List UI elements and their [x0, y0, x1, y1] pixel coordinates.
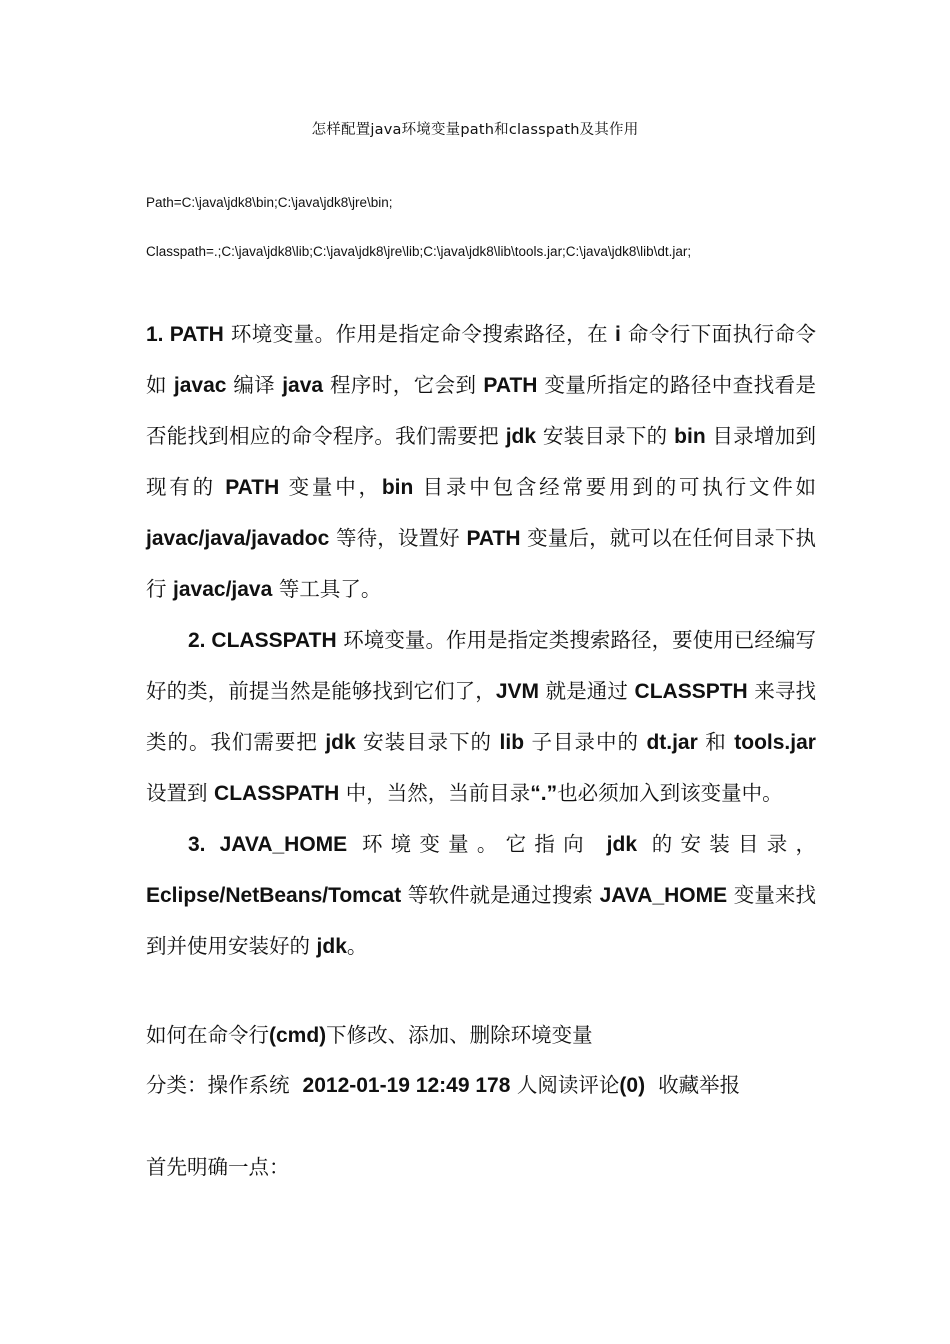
bold-term: bin	[674, 425, 706, 448]
post-date: 2012-01-19 12:49 178	[302, 1074, 511, 1097]
text-run: 收藏举报	[658, 1073, 741, 1097]
bold-term: PATH	[225, 476, 280, 499]
bold-term: Eclipse/NetBeans/Tomcat	[146, 884, 402, 907]
text-run: 目录增加到现有的	[146, 424, 816, 499]
path-config-line: Path=C:\java\jdk8\bin;C:\java\jdk8\jre\bin;	[146, 195, 393, 210]
text-run: 命令行下面执行命令如	[146, 322, 817, 397]
text-run: 变量来找到并使用安装好的	[146, 883, 816, 958]
bold-term: i	[615, 323, 621, 346]
bold-term: 3. JAVA_HOME	[188, 833, 348, 856]
bold-term: 2. CLASSPATH	[188, 629, 337, 652]
bold-term: jdk	[316, 935, 347, 958]
article-meta-line	[146, 1068, 740, 1098]
bold-term: bin	[381, 476, 414, 499]
bold-term: jdk	[505, 425, 537, 448]
text-run: 来寻找类的。我们需要把	[146, 679, 816, 754]
text-run: 等工具了。	[278, 577, 382, 601]
text-run: 安装目录下的	[542, 424, 668, 448]
bold-term: javac	[173, 374, 227, 397]
bold-term: javac/java/javadoc	[146, 527, 330, 550]
text-run: 目录中包含经常要用到的可执行文件如	[422, 475, 816, 499]
text-run: 如何在命令行	[146, 1023, 269, 1047]
text-run: 安装目录下的	[363, 730, 493, 754]
text-run: 也必须加入到该变量中。	[557, 781, 783, 805]
bold-term: jdk	[606, 833, 637, 856]
paragraph-path	[146, 309, 816, 615]
text-run: 等软件就是通过搜索	[407, 883, 593, 907]
bold-term: java	[282, 374, 324, 397]
bold-term: “.”	[530, 782, 558, 805]
text-run: 环境变量。它指向	[361, 832, 592, 856]
category-label: 分类：操作系统	[146, 1073, 290, 1097]
bold-term: 1. PATH	[146, 323, 224, 346]
classpath-config-line: Classpath=.;C:\java\jdk8\lib;C:\java\jdk8\jre\lib;C:\java\jdk8\lib\tools.jar;C:\java\jdk8\lib\dt.jar;	[146, 244, 692, 259]
bold-term: jdk	[325, 731, 356, 754]
bold-term: lib	[499, 731, 525, 754]
bold-term: tools.jar	[734, 731, 816, 754]
bold-term: JAVA_HOME	[599, 884, 728, 907]
text-run: 人阅读评论	[516, 1073, 620, 1097]
text-run: 等待，设置好	[335, 526, 460, 550]
text-run: 环境变量。作用是指定类搜索路径，要使用已经编写好的类，前提当然是能够找到它们了，	[146, 628, 816, 703]
text-run: 中，当然，当前目录	[345, 781, 531, 805]
text-run: 变量中，	[288, 475, 382, 499]
bold-term: (cmd)	[269, 1024, 327, 1047]
paragraph-java-home	[146, 819, 816, 972]
text-run: 编译	[233, 373, 276, 397]
text-run: 设置到	[146, 781, 208, 805]
text-run: 程序时，它会到	[330, 373, 477, 397]
bold-term: javac/java	[173, 578, 273, 601]
text-run: 子目录中的	[531, 730, 639, 754]
text-run: 就是通过	[545, 679, 628, 703]
text-run: 变量后，就可以在任何目录下执行	[146, 526, 816, 601]
text-run: 环境变量。作用是指定命令搜索路径，在	[230, 322, 609, 346]
text-run: 下修改、添加、删除环境变量	[326, 1023, 593, 1047]
bold-term: JVM	[495, 680, 540, 703]
bold-term: CLASSPTH	[634, 680, 748, 703]
section-heading-cmd	[146, 1018, 593, 1048]
text-run: 的安装目录，	[651, 832, 816, 856]
text-run: 变量所指定的路径中查找看是否能找到相应的命令程序。我们需要把	[146, 373, 816, 448]
paragraph-classpath	[146, 615, 816, 819]
text-run: 。	[346, 934, 368, 958]
body-text	[146, 309, 816, 972]
bold-term: dt.jar	[646, 731, 698, 754]
bold-term: PATH	[483, 374, 538, 397]
comment-count: (0)	[619, 1074, 646, 1097]
closing-line: 首先明确一点：	[146, 1155, 290, 1179]
bold-term: PATH	[466, 527, 521, 550]
bold-term: CLASSPATH	[214, 782, 340, 805]
text-run: 和	[705, 730, 727, 754]
document-title: 怎样配置java环境变量path和classpath及其作用	[311, 122, 639, 138]
